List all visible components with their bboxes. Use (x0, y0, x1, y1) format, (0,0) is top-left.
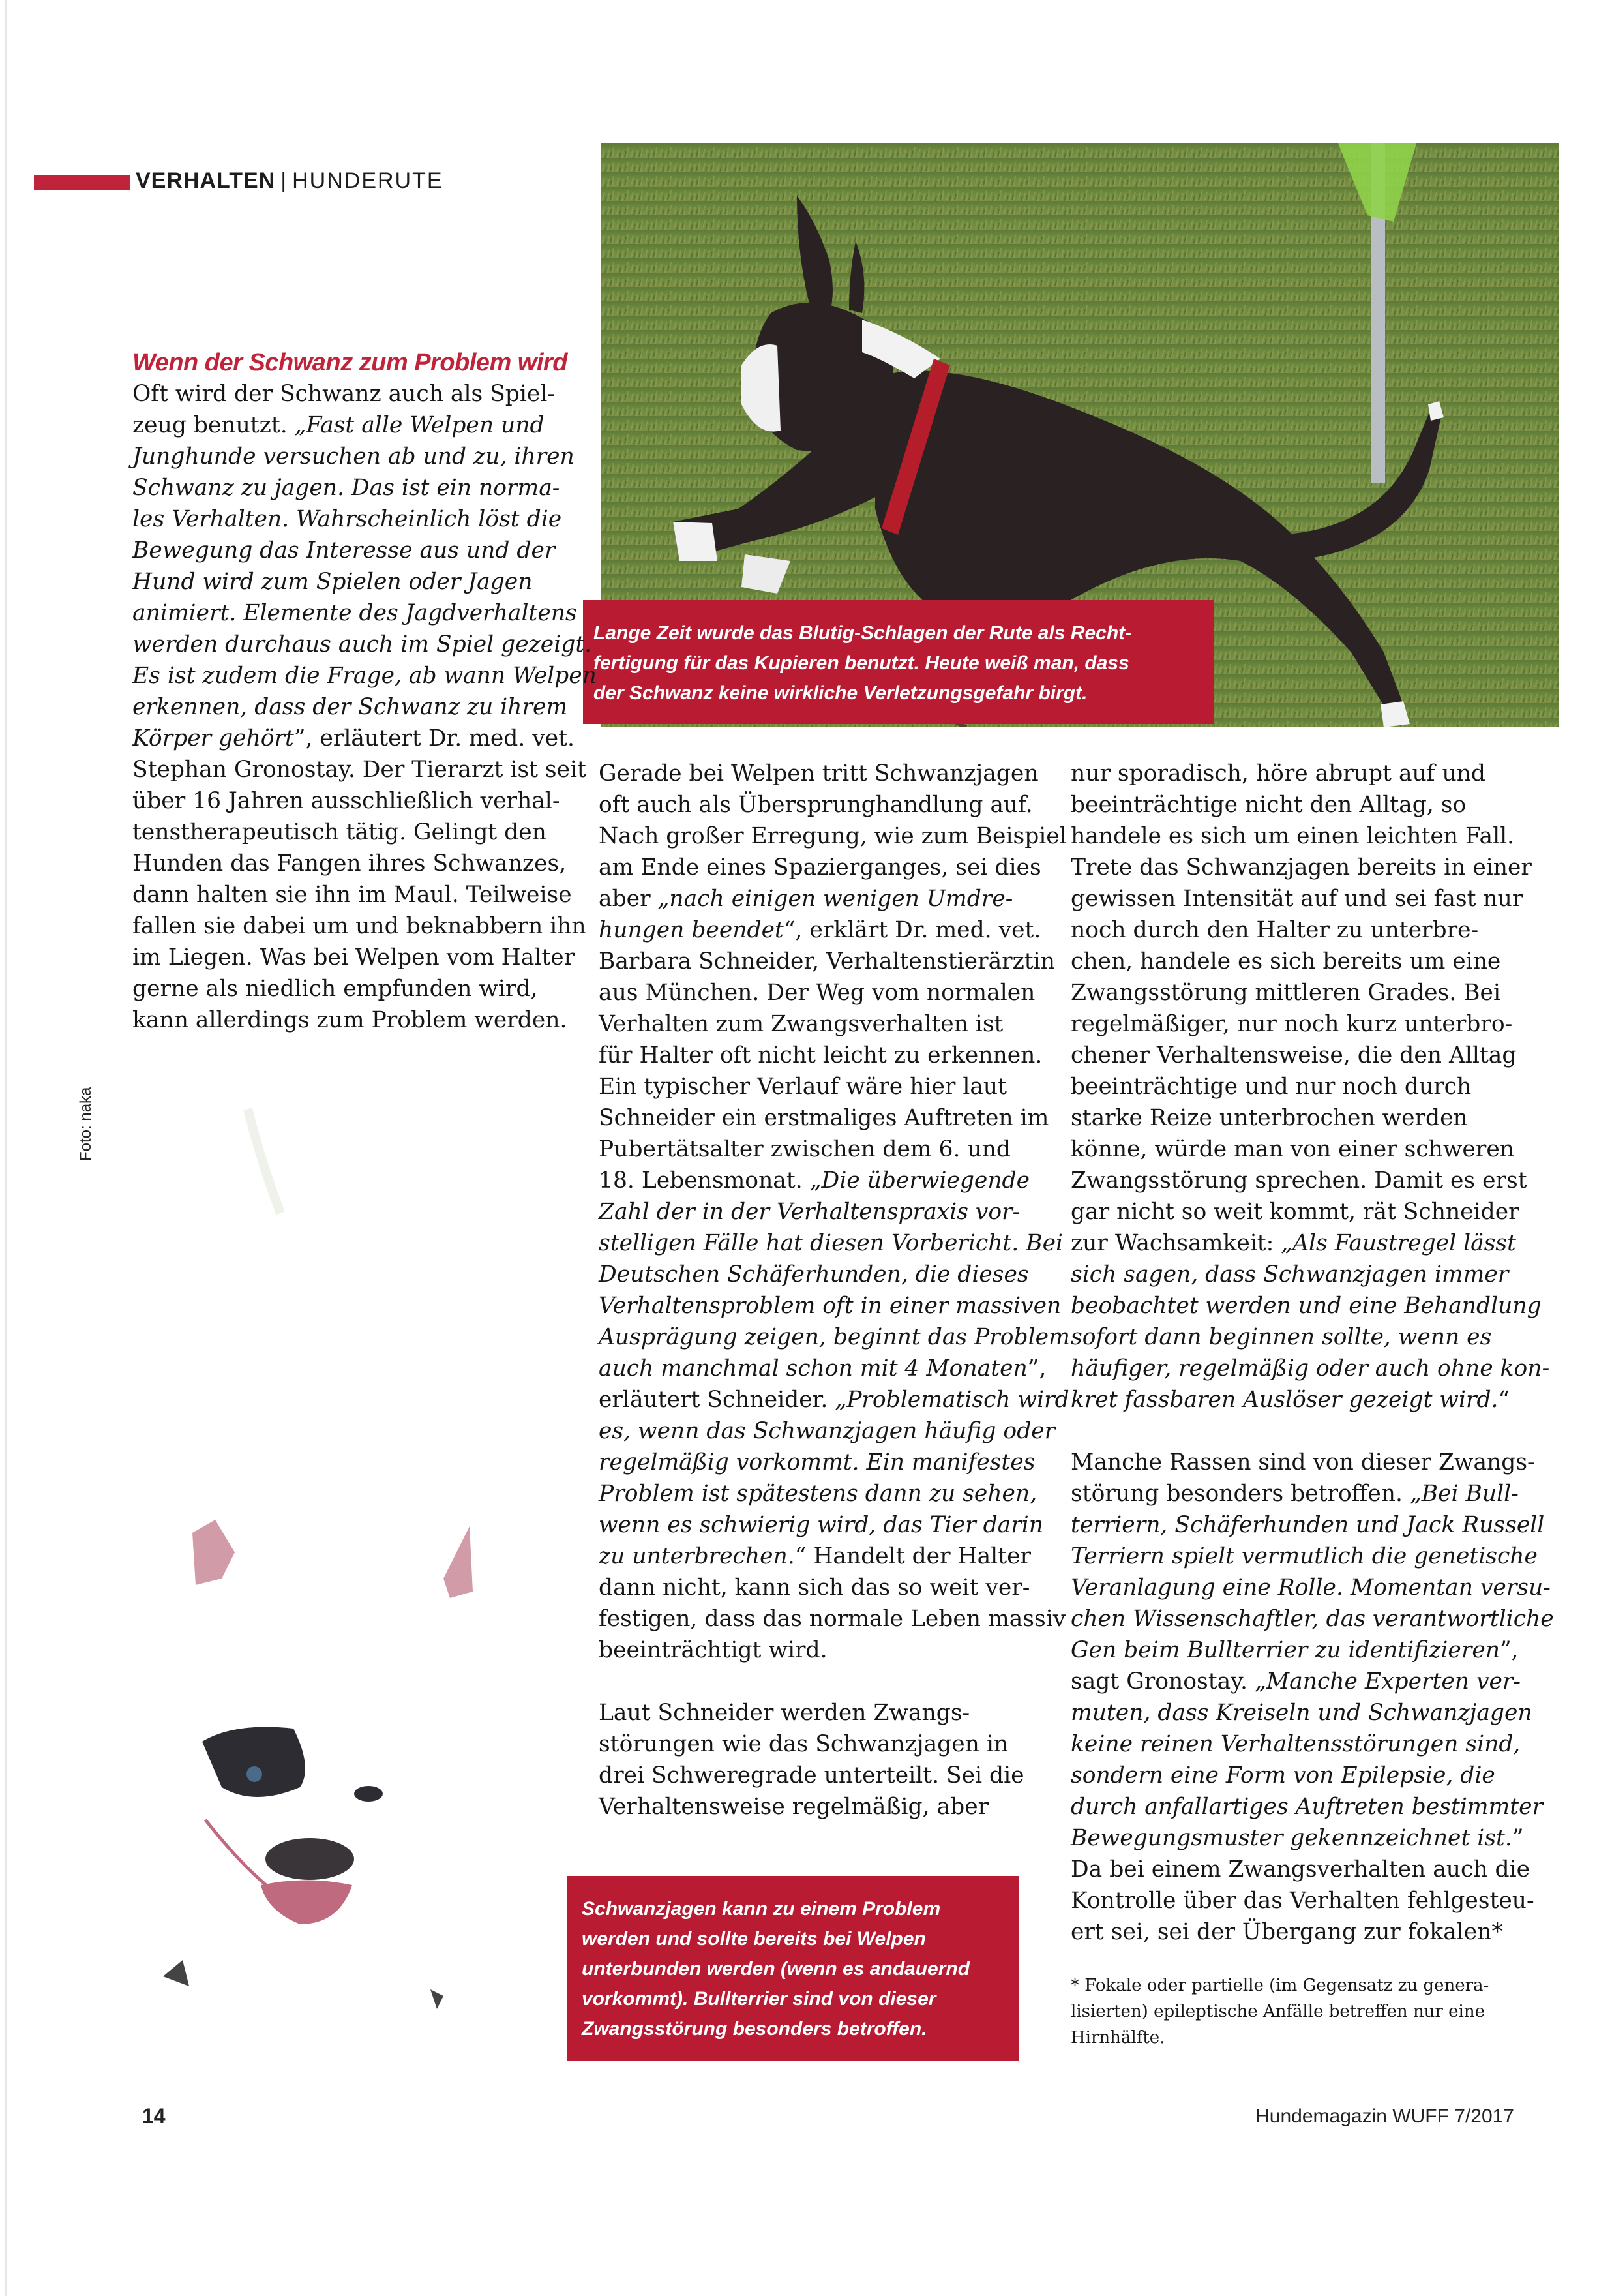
quote-text: Bewegung das Interesse aus und der (132, 537, 556, 564)
quote-text: regelmäßig vorkommt. Ein manifestes (599, 1449, 1036, 1475)
text-line (599, 1196, 1049, 1228)
quote-text: „nach einigen wenigen Umdre- (657, 886, 1013, 912)
text-line (132, 691, 582, 723)
text-line (599, 1259, 1049, 1290)
text-line (1071, 1572, 1551, 1603)
text-line (132, 754, 586, 785)
text-line (1071, 1102, 1527, 1134)
text-line (132, 566, 582, 597)
text-line (599, 1384, 1069, 1415)
text-line (1071, 1134, 1527, 1165)
body-text: dann nicht, kann sich das so weit ver- (599, 1575, 1030, 1601)
body-text: beeinträchtigt wird. (599, 1637, 828, 1663)
column-text (599, 758, 1070, 1822)
body-text: Laut Schneider werden Zwangs- (599, 1700, 970, 1726)
text-line (1071, 1071, 1527, 1102)
text-line (1071, 1791, 1544, 1822)
body-text: starke Reize unterbrochen werden (1071, 1105, 1468, 1131)
quote-text: Zahl der in der Verhaltenspraxis vor- (599, 1199, 1021, 1225)
quote-text: Bewegungsmuster gekennzeichnet ist. (1071, 1825, 1512, 1851)
caption-line: Zwangsstörung besonders betroffen. (582, 2018, 927, 2040)
text-line (1071, 1729, 1527, 1760)
body-text: gerne als niedlich empfunden wird, (132, 976, 538, 1002)
quote-text: Junghunde versuchen ab und zu, ihren (132, 444, 575, 470)
quote-text: häufiger, regelmäßig oder auch ohne kon- (1071, 1355, 1550, 1382)
text-line (132, 723, 582, 754)
text-line (1071, 1196, 1527, 1228)
text-line (1071, 1322, 1527, 1353)
body-text: chener Verhaltensweise, die den Alltag (1071, 1042, 1517, 1068)
text-line (1071, 821, 1527, 852)
body-text: Kontrolle über das Verhalten fehlgesteu- (1071, 1888, 1534, 1914)
page-number: 14 (142, 2104, 166, 2128)
text-line (1071, 1008, 1527, 1040)
quote-text: Veranlagung eine Rolle. Momentan versu- (1071, 1575, 1551, 1601)
article-subheading: Wenn der Schwanz zum Problem wird (132, 349, 567, 376)
text-line (599, 1322, 1070, 1353)
body-text: handele es sich um einen leichten Fall. (1071, 823, 1515, 849)
text-line (132, 942, 582, 973)
body-text: Oft wird der Schwanz auch als Spiel- (132, 381, 556, 407)
text-line (599, 1102, 1049, 1134)
body-text: erläutert Schneider. (599, 1387, 835, 1413)
section-header (136, 168, 443, 194)
photo-bull-terrier (143, 1083, 567, 2074)
text-line (599, 1572, 1049, 1603)
body-text: festigen, dass das normale Leben massiv (599, 1606, 1066, 1632)
scan-edge (5, 0, 7, 2296)
text-line (132, 504, 582, 535)
body-text: gar nicht so weit kommt, rät Schneider (1071, 1199, 1519, 1225)
quote-text: zu unterbrechen. (599, 1543, 795, 1569)
text-line (599, 1791, 1049, 1822)
text-line (1071, 758, 1527, 789)
quote-text: Ausprägung zeigen, beginnt das Problem (599, 1324, 1070, 1350)
caption-line: unterbunden werden (wenn es andauernd (582, 1958, 970, 1980)
text-line (1071, 1885, 1534, 1916)
body-text: ” (1512, 1825, 1524, 1851)
body-text: könne, würde man von einer schweren (1071, 1136, 1514, 1162)
text-line (599, 821, 1067, 852)
text-line (599, 1228, 1064, 1259)
quote-text: kret fassbaren Auslöser gezeigt wird. (1071, 1387, 1499, 1413)
caption-line: Schwanzjagen kann zu einem Problem (582, 1898, 941, 1920)
body-text: Gerade bei Welpen tritt Schwanzjagen (599, 761, 1039, 787)
quote-text: Es ist zudem die Frage, ab wann Welpen (132, 663, 597, 689)
topic-label: HUNDERUTE (292, 168, 443, 193)
quote-text: sondern eine Form von Epilepsie, die (1071, 1762, 1495, 1789)
quote-text: Terriern spielt vermutlich die genetische (1071, 1543, 1538, 1569)
quote-text: werden durchaus auch im Spiel gezeigt. (132, 631, 592, 657)
text-line (599, 1478, 1049, 1509)
text-line (599, 1353, 1049, 1384)
body-text: Barbara Schneider, Verhaltenstierärztin (599, 948, 1055, 974)
text-line (599, 852, 1049, 883)
text-line (599, 1040, 1049, 1071)
quote-text: muten, dass Kreiseln und Schwanzjagen (1071, 1700, 1532, 1726)
column-text (132, 378, 597, 1036)
article-column-left (132, 347, 597, 1036)
quote-text: sich sagen, dass Schwanzjagen immer (1071, 1261, 1509, 1288)
text-line (1071, 1478, 1527, 1509)
quote-text: Deutschen Schäferhunden, die dieses (599, 1261, 1029, 1288)
body-text: fallen sie dabei um und beknabbern ihn (132, 913, 586, 939)
text-line (599, 1603, 1066, 1635)
quote-text: „Fast alle Welpen und (294, 412, 545, 438)
caption-line: vorkommt). Bullterrier sind von dieser (582, 1988, 936, 2010)
quote-text: terriern, Schäferhunden und Jack Russell (1071, 1512, 1545, 1538)
text-line (599, 1729, 1049, 1760)
text-line (1071, 1259, 1527, 1290)
quote-text: les Verhalten. Wahrscheinlich löst die (132, 506, 562, 532)
text-line (599, 1290, 1062, 1322)
quote-text: „Die überwiegende (809, 1168, 1030, 1194)
text-line (599, 1509, 1049, 1541)
column-text (1071, 758, 1554, 1948)
text-line (599, 1541, 1049, 1572)
footnote (1071, 1972, 1527, 2051)
body-text: beeinträchtige und nur noch durch (1071, 1074, 1472, 1100)
body-text: “ (1498, 1387, 1510, 1413)
text-line (132, 629, 592, 660)
body-text: Verhaltensweise regelmäßig, aber (599, 1794, 989, 1820)
photo-credit: Foto: naka (77, 1087, 95, 1161)
body-text: über 16 Jahren ausschließlich verhal- (132, 788, 560, 814)
text-line (132, 879, 582, 911)
text-line (599, 914, 1049, 946)
text-line (599, 1008, 1049, 1040)
quote-text: keine reinen Verhaltensstörungen sind, (1071, 1731, 1521, 1757)
body-text: dann halten sie ihn im Maul. Teilweise (132, 882, 572, 908)
footnote-line: Hirnhälfte. (1071, 2028, 1165, 2047)
text-line (132, 660, 597, 691)
body-text: am Ende eines Spazierganges, sei dies (599, 854, 1041, 881)
text-line (599, 789, 1049, 821)
body-text: zeug benutzt. (132, 412, 295, 438)
text-line (1071, 1760, 1527, 1791)
paragraph-gap (599, 1666, 1049, 1697)
caption-line: fertigung für das Kupieren benutzt. Heute weiß man, dass (593, 652, 1129, 674)
text-line (1071, 1384, 1527, 1415)
caption-line: der Schwanz keine wirkliche Verletzungsgefahr birgt. (593, 682, 1088, 704)
text-line (1071, 1353, 1550, 1384)
text-line (599, 1071, 1049, 1102)
body-text: Hunden das Fangen ihres Schwanzes, (132, 851, 567, 877)
quote-text: Gen beim Bullterrier zu identifizieren (1071, 1637, 1500, 1663)
text-line (599, 758, 1049, 789)
photo-caption-top (583, 600, 1214, 724)
text-line (599, 1415, 1056, 1447)
footnote-line: lisierten) epileptische Anfälle betreffen nur eine (1071, 2002, 1485, 2021)
text-line (599, 1165, 1049, 1196)
text-line (1071, 977, 1527, 1008)
quote-text: Problem ist spätestens dann zu sehen, (599, 1481, 1037, 1507)
footnote-line: * Fokale oder partielle (im Gegensatz zu genera- (1071, 1976, 1489, 1995)
section-separator: | (280, 168, 288, 193)
body-text: Manche Rassen sind von dieser Zwangs- (1071, 1449, 1535, 1475)
body-text: für Halter oft nicht leicht zu erkennen. (599, 1042, 1043, 1068)
text-line (599, 1697, 1049, 1729)
body-text: Pubertätsalter zwischen dem 6. und (599, 1136, 1011, 1162)
text-line (1071, 1165, 1527, 1196)
quote-text: Verhaltensproblem oft in einer massiven (599, 1293, 1062, 1319)
text-line (132, 785, 582, 817)
text-line (1071, 789, 1527, 821)
text-line (1071, 1290, 1542, 1322)
body-text: “ Handelt der Halter (794, 1543, 1031, 1569)
text-line (1071, 1854, 1530, 1885)
text-line (599, 1134, 1049, 1165)
magazine-issue: Hundemagazin WUFF 7/2017 (1255, 2106, 1514, 2127)
text-line (1071, 1635, 1527, 1666)
text-line (1071, 914, 1527, 946)
section-label: VERHALTEN (136, 168, 276, 193)
body-text: ”, (1499, 1637, 1519, 1663)
text-line (132, 378, 582, 410)
bull-terrier-illustration (143, 1083, 567, 2074)
caption-line: werden und sollte bereits bei Welpen (582, 1928, 926, 1950)
text-line (599, 977, 1049, 1008)
text-line (1071, 1228, 1527, 1259)
text-line (132, 973, 582, 1004)
text-line (599, 1760, 1049, 1791)
body-text: ”, erläutert Dr. med. vet. (293, 725, 575, 751)
quote-text: chen Wissenschaftler, das verantwortliche (1071, 1606, 1554, 1632)
body-text: “, erklärt Dr. med. vet. (783, 917, 1041, 943)
quote-text: „Manche Experten ver- (1254, 1669, 1521, 1695)
body-text: chen, handele es sich bereits um eine (1071, 948, 1501, 974)
text-line (1071, 883, 1527, 914)
text-line (1071, 1822, 1527, 1854)
text-line (599, 883, 1049, 914)
text-line (1071, 1603, 1554, 1635)
text-line (132, 597, 582, 629)
body-text: tenstherapeutisch tätig. Gelingt den (132, 819, 546, 845)
text-line (132, 410, 582, 441)
body-text: Verhalten zum Zwangsverhalten ist (599, 1011, 1004, 1037)
text-line (1071, 1666, 1527, 1697)
text-line (1071, 1916, 1527, 1948)
quote-text: stelligen Fälle hat diesen Vorbericht. Bei (599, 1230, 1064, 1256)
text-line (1071, 1040, 1527, 1071)
article-column-right (1071, 758, 1554, 2051)
paragraph-gap (1071, 1415, 1527, 1447)
body-text: Nach großer Erregung, wie zum Beispiel (599, 823, 1067, 849)
quote-text: beobachtet werden und eine Behandlung (1071, 1293, 1542, 1319)
text-line (1071, 1447, 1535, 1478)
body-text: Trete das Schwanzjagen bereits in einer (1071, 854, 1532, 881)
quote-text: Schwanz zu jagen. Das ist ein norma- (132, 475, 560, 501)
quote-text: erkennen, dass der Schwanz zu ihrem (132, 694, 568, 720)
text-line (599, 1635, 1049, 1666)
body-text: Zwangsstörung sprechen. Damit es erst (1071, 1168, 1527, 1194)
text-line (132, 848, 582, 879)
quote-text: „Bei Bull- (1409, 1481, 1519, 1507)
text-line (599, 946, 1055, 977)
body-text: oft auch als Übersprunghandlung auf. (599, 792, 1033, 818)
text-line (132, 817, 582, 848)
caption-line: Lange Zeit wurde das Blutig-Schlagen der Rute als Recht- (593, 622, 1132, 644)
body-text: regelmäßiger, nur noch kurz unterbro- (1071, 1011, 1513, 1037)
body-text: gewissen Intensität auf und sei fast nur (1071, 886, 1523, 912)
body-text: sagt Gronostay. (1071, 1669, 1255, 1695)
text-line (1071, 1541, 1538, 1572)
quote-text: es, wenn das Schwanzjagen häufig oder (599, 1418, 1056, 1444)
body-text: im Liegen. Was bei Welpen vom Halter (132, 944, 575, 971)
text-line (1071, 1697, 1532, 1729)
body-text: störung besonders betroffen. (1071, 1481, 1410, 1507)
body-text: 18. Lebensmonat. (599, 1168, 810, 1194)
body-text: Da bei einem Zwangsverhalten auch die (1071, 1856, 1530, 1882)
text-line (132, 535, 582, 566)
body-text: aber (599, 886, 658, 912)
quote-text: hungen beendet (599, 917, 784, 943)
body-text: Schneider ein erstmaliges Auftreten im (599, 1105, 1049, 1131)
body-text: noch durch den Halter zu unterbre- (1071, 917, 1479, 943)
body-text: beeinträchtige nicht den Alltag, so (1071, 792, 1467, 818)
body-text: aus München. Der Weg vom normalen (599, 980, 1036, 1006)
text-line (1071, 852, 1532, 883)
text-line (132, 441, 582, 472)
text-line (132, 911, 586, 942)
quote-text: durch anfallartiges Auftreten bestimmter (1071, 1794, 1544, 1820)
quote-text: auch manchmal schon mit 4 Monaten (599, 1355, 1028, 1382)
body-text: Zwangsstörung mittleren Grades. Bei (1071, 980, 1500, 1006)
text-line (1071, 1509, 1545, 1541)
body-text: ”, (1027, 1355, 1047, 1382)
text-line (132, 472, 582, 504)
body-text: störungen wie das Schwanzjagen in (599, 1731, 1009, 1757)
photo-caption-bottom (567, 1876, 1019, 2061)
article-column-middle (599, 758, 1070, 1822)
section-color-bar (34, 175, 130, 190)
body-text: kann allerdings zum Problem werden. (132, 1007, 567, 1033)
body-text: Stephan Gronostay. Der Tierarzt ist seit (132, 757, 586, 783)
text-line (132, 1004, 582, 1036)
quote-text: animiert. Elemente des Jagdverhaltens (132, 600, 577, 626)
quote-text: Hund wird zum Spielen oder Jagen (132, 569, 533, 595)
quote-text: sofort dann beginnen sollte, wenn es (1071, 1324, 1492, 1350)
body-text: drei Schweregrade unterteilt. Sei die (599, 1762, 1024, 1789)
body-text: ert sei, sei der Übergang zur fokalen* (1071, 1919, 1503, 1945)
body-text: zur Wachsamkeit: (1071, 1230, 1281, 1256)
body-text: Ein typischer Verlauf wäre hier laut (599, 1074, 1008, 1100)
text-line (599, 1447, 1049, 1478)
quote-text: wenn es schwierig wird, das Tier darin (599, 1512, 1043, 1538)
body-text: nur sporadisch, höre abrupt auf und (1071, 761, 1486, 787)
quote-text: „Als Faustregel lässt (1281, 1230, 1516, 1256)
text-line (1071, 946, 1527, 977)
quote-text: „Problematisch wird (835, 1387, 1069, 1413)
quote-text: Körper gehört (132, 725, 294, 751)
